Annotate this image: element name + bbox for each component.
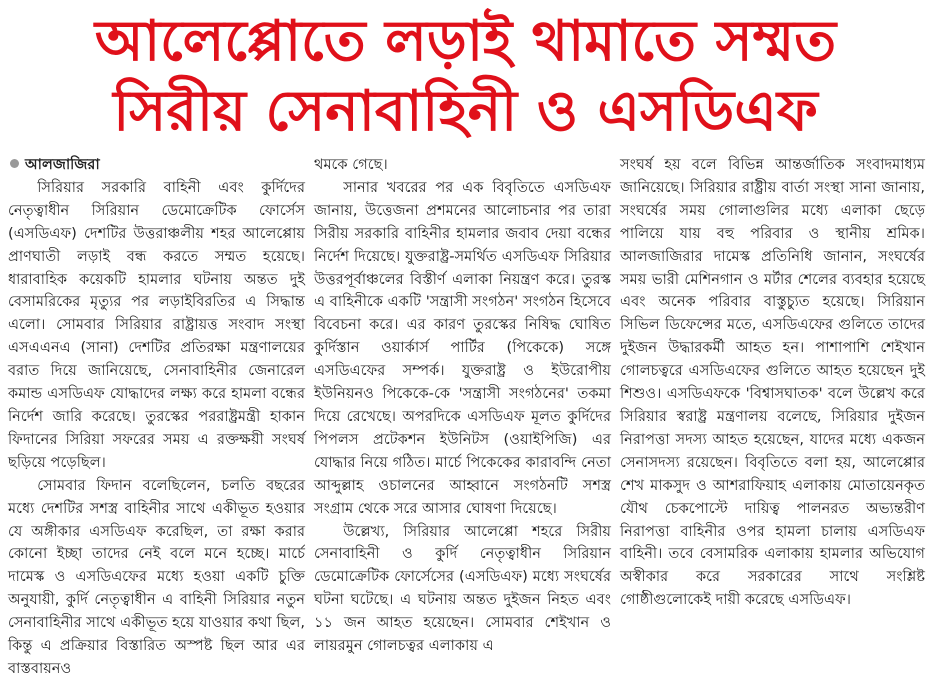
article-column-1: [8, 154, 305, 681]
paragraph: উল্লেখ্য, সিরিয়ার আলেপ্পো শহরে সিরীয় সেনাবাহিনী ও কুর্দি নেতৃত্বাধীন সিরিয়ান ডেমোক্রেটিক ফোর্সেসের (এসডিএফ) মধ্যে সংঘর্ষের ঘটনা ঘটেছে। এ ঘটনায় অন্তত দুইজন নিহত এবং ১১ জন আহত হয়েছেন। সোমবার শেইখান ও লায়রমুন গোলচত্বর এলাকায় এ: [314, 522, 611, 655]
paragraph: থমকে গেছে।: [314, 156, 388, 173]
headline-line-2: সিরীয় সেনাবাহিনী ও এসডিএফ: [113, 79, 818, 144]
byline-source: আলজাজিরা: [25, 156, 100, 173]
paragraph: সোমবার ফিদান বলেছিলেন, চলতি বছরের মধ্যে দেশটির সশস্ত্র বাহিনীর সাথে একীভূত হওয়ার যে অঙ্গীকার এসডিএফ করেছিল, তা রক্ষা করার কোনো ইচ্ছা তাদের নেই বলে মনে হচ্ছে। মার্চে দামেস্ক ও এসডিএফের মধ্যে হওয়া একটি চুক্তি অনুযায়ী, কুর্দি নেতৃত্বাধীন এ বাহিনী সিরিয়ার নতুন সেনাবাহিনীর সাথে একীভূত হয়ে যাওয়ার কথা ছিল, কিন্তু এ প্রক্রিয়ার বিস্তারিত অস্পষ্ট ছিল আর এর বাস্তবায়নও: [8, 476, 305, 677]
byline: [8, 154, 305, 177]
headline-line-1: আলেপ্পোতে লড়াই থামাতে সম্মত: [94, 9, 837, 74]
paragraph: সিরিয়ার সরকারি বাহিনী এবং কুর্দিদের নেতৃত্বাধীন সিরিয়ান ডেমোক্রেটিক ফোর্সেস (এসডিএফ) দেশটির উত্তরাঞ্চলীয় শহর আলেপ্পোয় প্রাণঘাতী লড়াই বন্ধ করতে সম্মত হয়েছে। ধারাবাহিক কয়েকটি হামলার ঘটনায় অন্তত দুই বেসামরিকের মৃত্যুর পর লড়াইবিরতির এ সিদ্ধান্ত এলো। সোমবার সিরিয়ার রাষ্ট্রায়ত্ত সংবাদ সংস্থা এসএএনএ (সানা) দেশটির প্রতিরক্ষা মন্ত্রণালয়ের বরাত দিয়ে জানিয়েছে, সেনাবাহিনীর জেনারেল কমান্ড এসডিএফ যোদ্ধাদের লক্ষ্য করে হামলা বন্ধের নির্দেশ জারি করেছে। তুরস্কের পররাষ্ট্রমন্ত্রী হাকান ফিদানের সিরিয়া সফরের সময় এ রক্তক্ষয়ী সংঘর্ষ ছড়িয়ে পড়েছিল।: [8, 178, 305, 471]
article-column-3: [620, 154, 925, 612]
paragraph: সানার খবরের পর এক বিবৃতিতে এসডিএফ জানায়, উত্তেজনা প্রশমনের আলোচনার পর তারা সিরীয় সরকারি বাহিনীর হামলার জবাব দেয়া বন্ধের নির্দেশ দিয়েছে। যুক্তরাষ্ট্র-সমর্থিত এসডিএফ সিরিয়ার উত্তরপূর্বাঞ্চলের বিস্তীর্ণ এলাকা নিয়ন্ত্রণ করে। তুরস্ক এ বাহিনীকে একটি 'সন্ত্রাসী সংগঠন' সংগঠন হিসেবে বিবেচনা করে। এর কারণ তুরস্কের নিষিদ্ধ ঘোষিত কুর্দিস্তান ওয়ার্কার্স পার্টির (পিকেকে) সঙ্গে এসডিএফের সম্পর্ক। যুক্তরাষ্ট্র ও ইউরোপীয় ইউনিয়নও পিকেকে-কে 'সন্ত্রাসী সংগঠনের' তকমা দিয়ে রেখেছে। অপরদিকে এসডিএফ মূলত কুর্দিদের পিপলস প্রটেকশন ইউনিটস (ওয়াইপিজি) এর যোদ্ধার নিয়ে গঠিত। মার্চে পিকেকের কারাবন্দি নেতা আব্দুল্লাহ ওচালনের আহ্বানে সংগঠনটি সশস্ত্র সংগ্রাম থেকে সরে আসার ঘোষণা দিয়েছে।: [314, 178, 611, 517]
paragraph: সংঘর্ষ হয় বলে বিভিন্ন আন্তর্জাতিক সংবাদমাধ্যম জানিয়েছে। সিরিয়ার রাষ্ট্রীয় বার্তা সংস্থা সানা জানায়, সংঘর্ষের সময় গোলাগুলির মধ্যে এলাকা ছেড়ে পালিয়ে যায় বহু পরিবার ও স্থানীয় শ্রমিক। আলজাজিরার দামেস্ক প্রতিনিধি জানান, সংঘর্ষের সময় ভারী মেশিনগান ও মর্টার শেলের ব্যবহার হয়েছে এবং অনেক পরিবার বাস্তুচ্যুত হয়েছে। সিরিয়ান সিভিল ডিফেন্সের মতে, এসডিএফের গুলিতে তাদের দুইজন উদ্ধারকর্মী আহত হন। পাশাপাশি শেইখান গোলচত্বরে এসডিএফের গুলিতে আহত হয়েছেন দুই শিশুও। এসডিএফকে 'বিশ্বাসঘাতক' বলে উল্লেখ করে সিরিয়ার স্বরাষ্ট্র মন্ত্রণালয় বলেছে, সিরিয়ার দুইজন নিরাপত্তা সদস্য আহত হয়েছেন, যাদের মধ্যে একজন সেনাসদস্য রয়েছেন। বিবৃতিতে বলা হয়, আলেপ্পোর শেখ মাকসুদ ও আশরাফিয়াহ এলাকায় মোতায়েনকৃত যৌথ চেকপোস্টে দায়িত্ব পালনরত অভ্যন্তরীণ নিরাপত্তা বাহিনীর ওপর হামলা চালায় এসডিএফ বাহিনী। তবে বেসামরিক এলাকায় হামলার অভিযোগ অস্বীকার করে সরকারের সাথে সংশ্লিষ্ট গোষ্ঠীগুলোকেই দায়ী করেছে এসডিএফ।: [620, 156, 925, 609]
bullet-icon: [10, 159, 19, 168]
article-column-2: [314, 154, 611, 658]
